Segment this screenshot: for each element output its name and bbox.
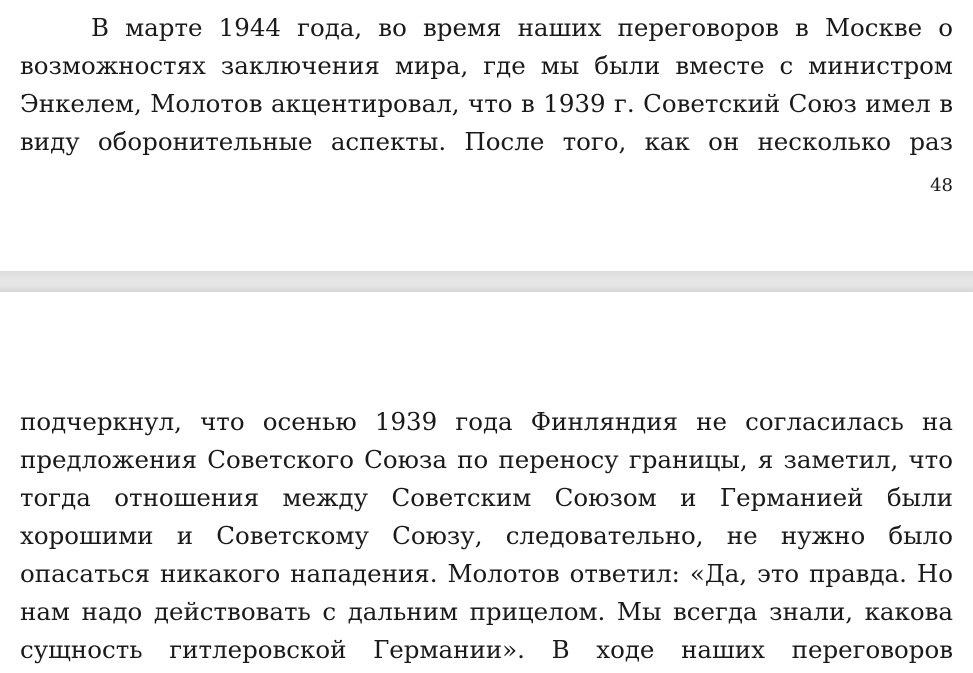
text-line: опасаться никакого нападения. Молотов ответил: «Да, это правда. Но	[20, 559, 953, 588]
text-line: подчеркнул, что осенью 1939 года Финляндия не согласилась на	[20, 407, 953, 436]
text-line: сущность гитлеровской Германии». В ходе наших переговоров	[20, 635, 953, 664]
text-line: тогда отношения между Советским Союзом и Германией были	[20, 483, 953, 512]
text-line: виду оборонительные аспекты. После того, как он несколько раз	[20, 127, 953, 156]
text-line: возможностях заключения мира, где мы были вместе с министром	[20, 51, 953, 80]
text-line: Энкелем, Молотов акцентировал, что в 1939 г. Советский Союз имел в	[20, 89, 953, 118]
text-line: В марте 1944 года, во время наших переговоров в Москве о	[91, 13, 953, 42]
page-number: 48	[930, 175, 953, 196]
text-line: хорошими и Советскому Союзу, следовательно, не нужно было	[20, 521, 953, 550]
paragraph-text	[20, 9, 953, 161]
text-line: предложения Советского Союза по переносу границы, я заметил, что	[20, 445, 953, 474]
document-page-upper	[0, 0, 973, 271]
paragraph-text	[20, 403, 953, 669]
text-line: нам надо действовать с дальним прицелом. Мы всегда знали, какова	[20, 597, 953, 626]
page-separator	[0, 271, 973, 292]
document-page-lower	[0, 292, 973, 673]
